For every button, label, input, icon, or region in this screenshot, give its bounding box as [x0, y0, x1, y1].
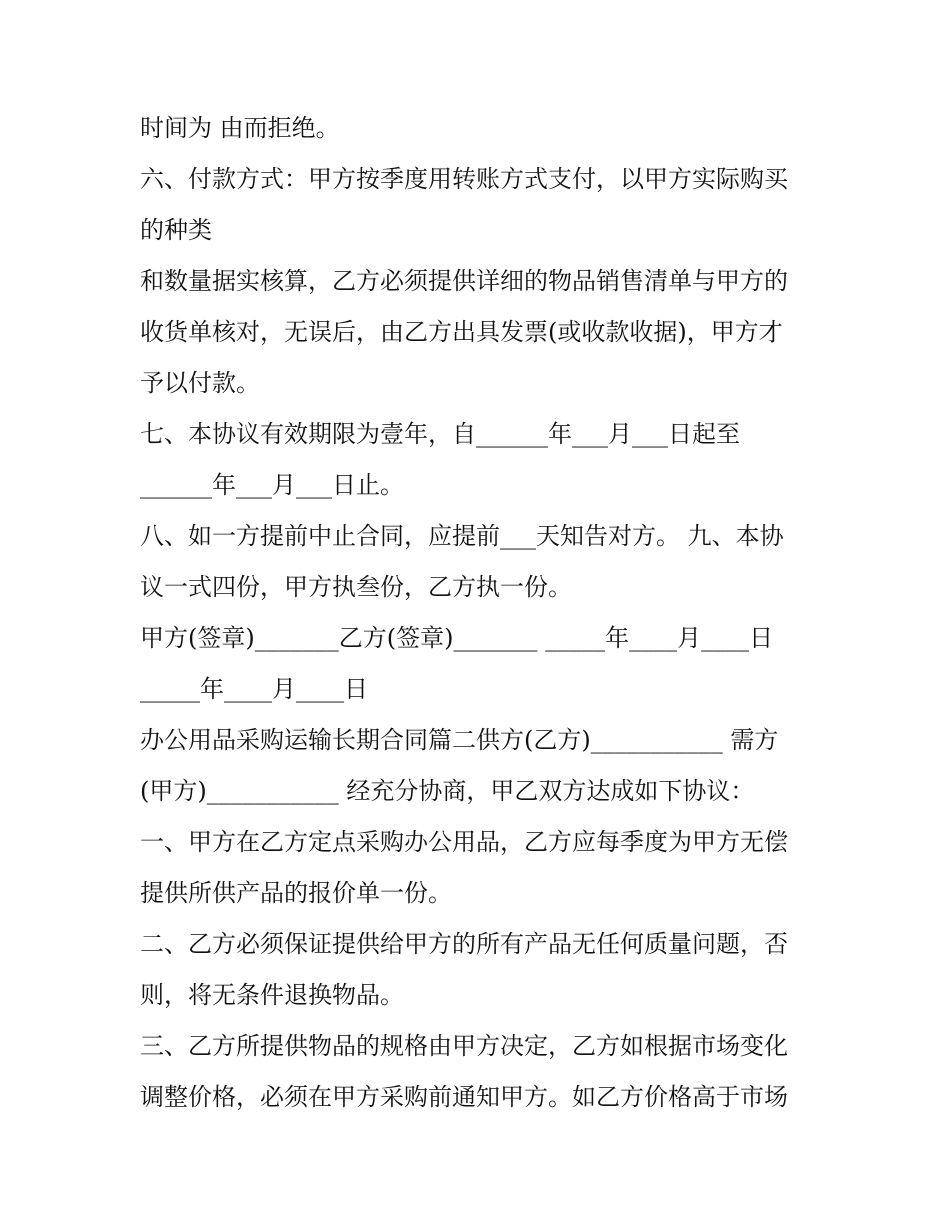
text-line: 六、付款方式：甲方按季度用转账方式支付，以甲方实际购买: [140, 165, 788, 193]
text-line: (甲方)___________ 经充分协商，甲乙双方达成如下协议：: [140, 777, 755, 805]
text-line: 二、乙方必须保证提供给甲方的所有产品无任何质量问题，否: [140, 930, 788, 958]
text-line: 时间为 由而拒绝。: [140, 114, 340, 142]
text-line: ______年___月___日止。: [140, 471, 404, 499]
text-line: 办公用品采购运输长期合同篇二供方(乙方)___________ 需方: [140, 726, 779, 754]
text-line: 八、如一方提前中止合同，应提前___天知告对方。 九、本协: [140, 522, 784, 550]
text-line: 甲方(签章)_______乙方(签章)_______ _____年____月____日: [140, 624, 774, 652]
text-line: _____年____月____日: [140, 675, 368, 703]
text-line: 七、本协议有效期限为壹年，自______年___月___日起至: [140, 420, 740, 448]
text-line: 三、乙方所提供物品的规格由甲方决定，乙方如根据市场变化: [140, 1032, 788, 1060]
text-line: 予以付款。: [140, 369, 260, 397]
text-line: 议一式四份，甲方执叁份，乙方执一份。: [140, 573, 572, 601]
text-line: 和数量据实核算，乙方必须提供详细的物品销售清单与甲方的: [140, 267, 788, 295]
text-line: 则，将无条件退换物品。: [140, 981, 404, 1009]
text-line: 调整价格，必须在甲方采购前通知甲方。如乙方价格高于市场: [140, 1083, 788, 1111]
text-line: 提供所供产品的报价单一份。: [140, 879, 452, 907]
text-line: 的种类: [140, 216, 212, 244]
text-line: 收货单核对，无误后，由乙方出具发票(或收款收据)，甲方才: [140, 318, 783, 346]
text-line: 一、甲方在乙方定点采购办公用品，乙方应每季度为甲方无偿: [140, 828, 788, 856]
